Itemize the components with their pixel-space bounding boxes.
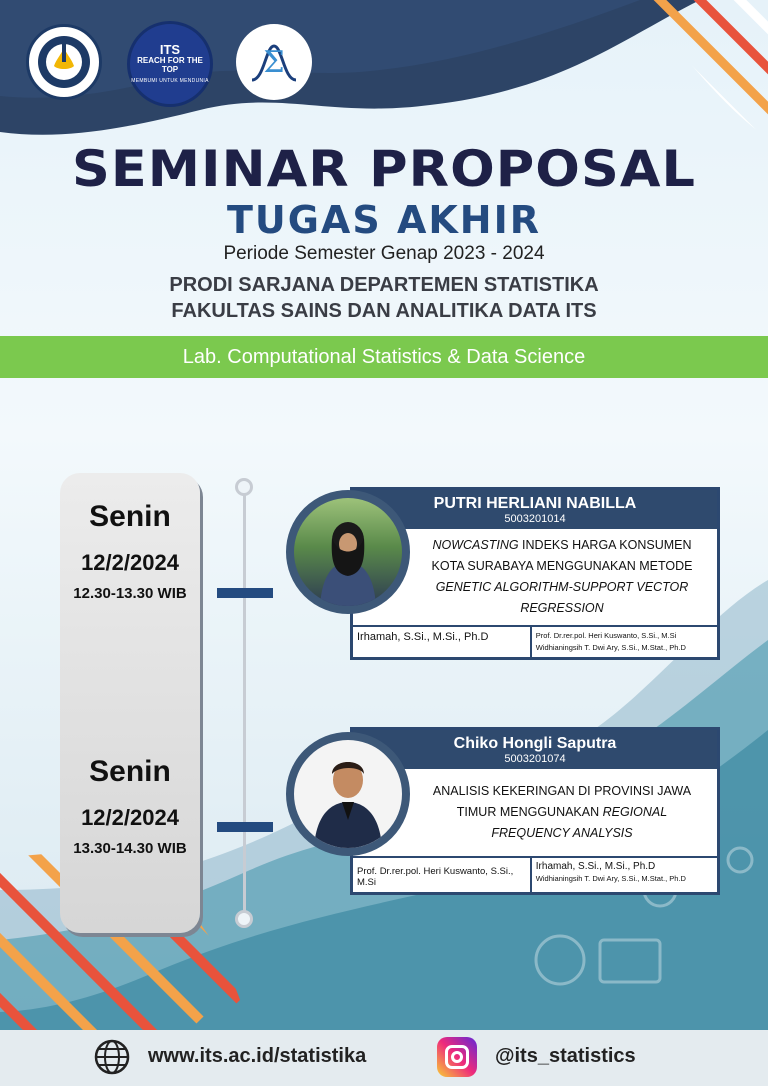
card-2-footer [353,856,717,892]
prodi-line-1: PRODI SARJANA DEPARTEMEN STATISTIKA [169,274,599,296]
instagram-icon [437,1037,477,1077]
prodi-line-2: FAKULTAS SAINS DAN ANALITIKA DATA ITS [171,300,597,322]
globe-icon [93,1038,131,1076]
svg-text:Σ: Σ [263,45,285,80]
timeline-dot-bottom [235,910,253,928]
schedule-date-panel [60,473,200,933]
its-logo [127,21,213,107]
its-logo-tagline: REACH FOR THE TOP [137,56,203,74]
period-text: Periode Semester Genap 2023 - 2024 [223,243,545,264]
examiner-2a: Irhamah, S.Si., M.Si., Ph.D [535,861,656,872]
presenter-2-examiners [532,858,717,892]
presenter-1-supervisor: Irhamah, S.Si., M.Si., Ph.D [353,627,532,657]
its-logo-motto: MEMBUMI UNTUK MENDUNIA [131,78,209,84]
session-2-day: Senin [89,755,171,788]
title-1-line-4: REGRESSION [520,601,604,615]
its-emblem-logo [26,24,102,100]
presenter-1-nrp: 5003201014 [504,513,566,525]
timeline-dot-top [235,478,253,496]
presenter-1-examiners [532,627,717,657]
session-1-time: 12.30-13.30 WIB [73,585,187,602]
timeline-connector-1 [217,588,273,598]
presenter-2-nrp: 5003201074 [504,753,566,765]
timeline-line [243,492,246,916]
website-link[interactable]: www.its.ac.id/statistika [148,1045,367,1067]
card-2-header [353,730,717,769]
title-2-line-1: ANALISIS KEKERINGAN DI PROVINSI JAWA [432,784,692,798]
session-1-date: 12/2/2024 [81,550,179,575]
timeline-connector-2 [217,822,273,832]
prodi-text [0,272,768,324]
session-2-date: 12/2/2024 [81,805,179,830]
instagram-handle[interactable]: @its_statistics [495,1045,636,1067]
gear-emblem-icon [34,32,94,92]
presenter-2-name: Chiko Hongli Saputra [453,735,617,752]
session-1-day: Senin [89,500,171,533]
title-2-line-2: TIMUR MENGGUNAKAN REGIONAL [456,805,668,819]
examiner-1a: Prof. Dr.rer.pol. Heri Kuswanto, S.Si., M.Si [535,631,677,640]
session-2-time: 13.30-14.30 WIB [73,840,187,857]
title-1-line-1: NOWCASTING INDEKS HARGA KONSUMEN [432,538,692,552]
examiner-1b: Widhianingsih T. Dwi Ary, S.Si., M.Stat., Ph.D [535,643,686,652]
statistics-logo [236,24,312,100]
presenter-2-supervisor: Prof. Dr.rer.pol. Heri Kuswanto, S.Si., M.Si [353,858,532,892]
person-photo-icon [294,498,402,606]
title-2-line-3: FREQUENCY ANALYSIS [491,826,633,840]
presenter-1-photo [286,490,410,614]
presenter-1-name: PUTRI HERLIANI NABILLA [433,495,637,512]
card-1-header [353,490,717,529]
examiner-2b: Widhianingsih T. Dwi Ary, S.Si., M.Stat., Ph.D [535,874,686,883]
title-1-line-3: GENETIC ALGORITHM-SUPPORT VECTOR [435,580,689,594]
person-photo-icon [294,740,402,848]
title-1-line-2: KOTA SURABAYA MENGGUNAKAN METODE [431,559,693,573]
sigma-curve-icon [244,32,304,92]
page-title: SEMINAR PROPOSAL [71,140,697,198]
card-1-footer [353,625,717,657]
page-subtitle: TUGAS AKHIR [226,198,542,242]
stripes-decoration [640,0,768,138]
its-logo-text: ITS [159,42,181,57]
lab-banner: Lab. Computational Statistics & Data Science [0,336,768,378]
presenter-2-photo [286,732,410,856]
